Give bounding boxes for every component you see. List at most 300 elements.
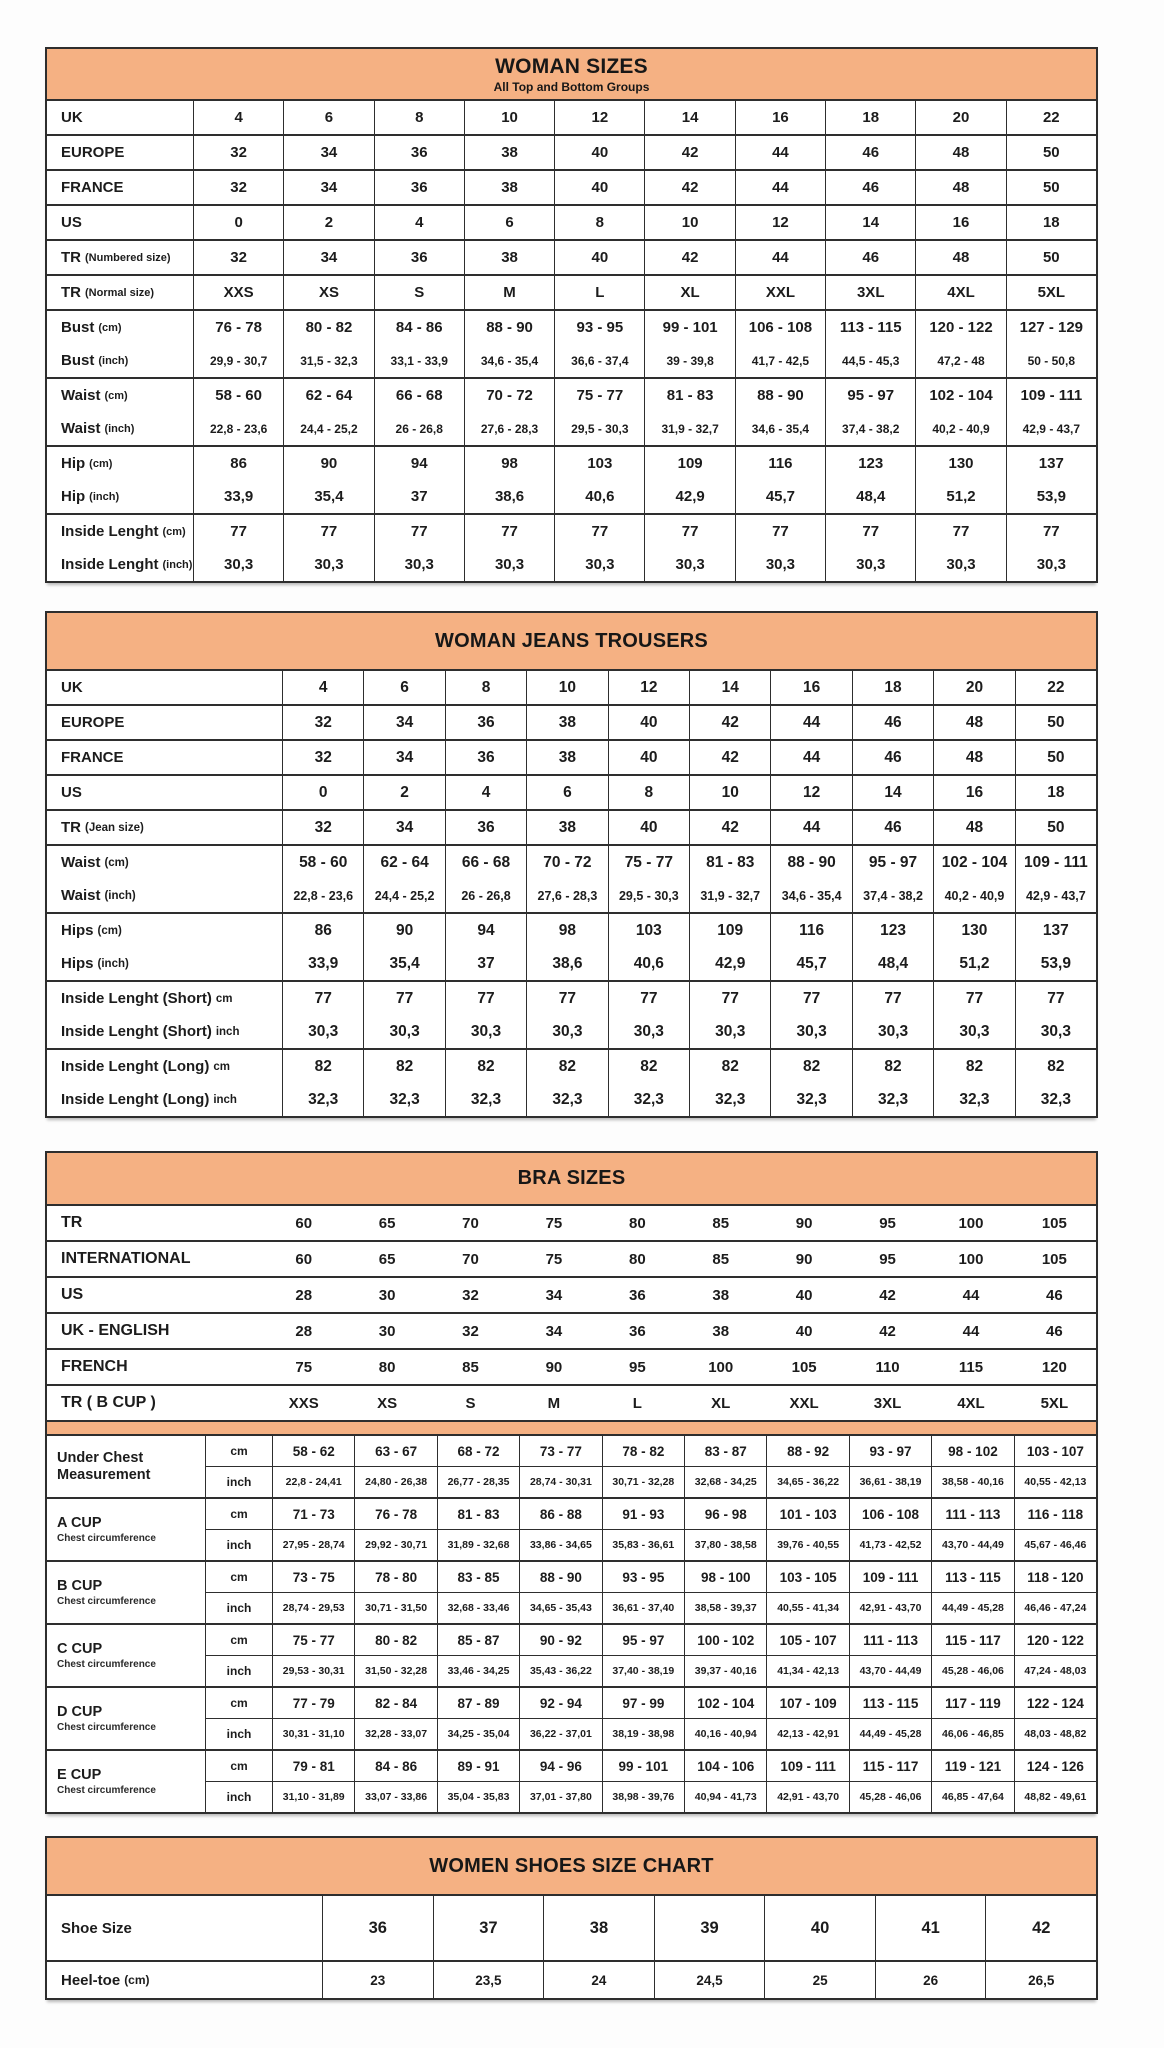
value-cell: 31,9 - 32,7: [689, 879, 770, 912]
value-cell: 33,9: [193, 480, 283, 513]
row-label: [47, 776, 282, 809]
table-row: [205, 1625, 1096, 1655]
value-cell: 117 - 119: [931, 1688, 1013, 1718]
row-group: [47, 1960, 1096, 1998]
row-group: [47, 1312, 1096, 1348]
value-cell: 130: [933, 914, 1014, 947]
value-cell: 37,01 - 37,80: [519, 1782, 601, 1812]
value-cell: 44,5 - 45,3: [825, 344, 915, 377]
value-cell: 41,73 - 42,52: [849, 1530, 931, 1560]
value-cell: 18: [852, 671, 933, 704]
value-cell: 50 - 50,8: [1006, 344, 1096, 377]
value-cell: 93 - 97: [849, 1436, 931, 1466]
table-row: [47, 515, 1096, 548]
row-label: [47, 879, 282, 912]
value-cell: 20: [933, 671, 1014, 704]
value-cell: 42: [985, 1896, 1096, 1960]
row-label-text: US: [61, 784, 82, 801]
value-cell: 4XL: [957, 1394, 985, 1412]
value-cell: 30,3: [1006, 548, 1096, 581]
table-title: WOMAN SIZES: [495, 54, 648, 78]
value-cell: 42,9 - 43,7: [1015, 879, 1096, 912]
value-cell: 32: [282, 706, 363, 739]
value-cell: 32,68 - 33,46: [437, 1593, 519, 1623]
row-label-text: Shoe Size: [61, 1919, 132, 1937]
cup-sublabel: Chest circumference: [57, 1532, 156, 1544]
row-label: [47, 671, 282, 704]
value-cell: 60: [295, 1214, 313, 1232]
value-cell: 38: [543, 1896, 654, 1960]
value-cell: 30,3: [282, 1015, 363, 1048]
value-cell: 44: [770, 706, 851, 739]
value-cell: XXS: [193, 276, 283, 309]
value-cell: 25: [764, 1962, 875, 1998]
row-label-small: (inch): [98, 354, 129, 367]
cup-name: Under Chest Measurement: [57, 1449, 151, 1483]
value-cell: 32,3: [933, 1083, 1014, 1116]
row-label-text: Hip: [61, 488, 86, 505]
value-cell: 34: [545, 1286, 563, 1304]
value-cell: 30,3: [933, 1015, 1014, 1048]
woman-jeans-header: [47, 613, 1096, 671]
value-cell: 82: [526, 1050, 607, 1083]
row-group: [47, 809, 1096, 844]
value-cell: 40: [795, 1322, 813, 1340]
value-cell: 44: [770, 811, 851, 844]
row-label-small: inch: [215, 1025, 240, 1038]
value-cell: 6: [464, 206, 554, 239]
value-cell: 39,37 - 40,16: [684, 1656, 766, 1686]
value-cell: 12: [770, 776, 851, 809]
value-cell: 34: [283, 136, 373, 169]
row-label-text: FRENCH: [61, 1358, 128, 1375]
value-cell: 95: [628, 1358, 646, 1376]
value-cell: 36: [374, 136, 464, 169]
row-group: [47, 1384, 1096, 1420]
value-cell: 75 - 77: [608, 846, 689, 879]
value-cell: 38,58 - 40,16: [931, 1467, 1013, 1497]
value-cell: 77: [735, 515, 825, 548]
value-cell: 105: [1041, 1250, 1067, 1268]
value-cell: 29,5 - 30,3: [554, 412, 644, 445]
women-shoes-rows: [47, 1896, 1096, 1998]
unit-cell: inch: [205, 1782, 272, 1812]
value-cell: 28,74 - 29,53: [272, 1593, 354, 1623]
unit-cell: inch: [205, 1467, 272, 1497]
row-label-text: TR ( B CUP ): [61, 1394, 156, 1411]
value-cell: 77: [1015, 982, 1096, 1015]
value-cell: 42,9 - 43,7: [1006, 412, 1096, 445]
value-cell: 82: [445, 1050, 526, 1083]
value-cell: 50: [1006, 171, 1096, 204]
cup-name: B CUP: [57, 1578, 103, 1595]
value-cell: 106 - 108: [735, 311, 825, 344]
value-cell: XL: [644, 276, 734, 309]
value-cell: 32: [193, 171, 283, 204]
row-label-text: Inside Lenght (Short): [61, 1023, 212, 1040]
value-cell: 12: [735, 206, 825, 239]
value-cell: 75 - 77: [554, 379, 644, 412]
value-cell: 70 - 72: [464, 379, 554, 412]
value-cell: 35,4: [283, 480, 373, 513]
value-cell: 42: [879, 1286, 896, 1304]
value-cell: 116: [770, 914, 851, 947]
value-cell: 110: [875, 1358, 900, 1376]
value-cell: 42: [879, 1322, 896, 1340]
value-cell: 32: [193, 136, 283, 169]
value-cell: 40: [608, 706, 689, 739]
row-label-text: TR: [61, 1214, 83, 1231]
row-label: [47, 1206, 262, 1240]
value-cell: 58 - 62: [272, 1436, 354, 1466]
value-cell: 82: [770, 1050, 851, 1083]
value-cell: 30,31 - 31,10: [272, 1719, 354, 1749]
bra-section-divider: [47, 1420, 1096, 1436]
value-cell: 31,9 - 32,7: [644, 412, 734, 445]
value-cell: 75 - 77: [272, 1625, 354, 1655]
table-row: [47, 741, 1096, 774]
value-cell: 24: [543, 1962, 654, 1998]
row-label-text: INTERNATIONAL: [61, 1250, 191, 1267]
value-cell: 26,77 - 28,35: [437, 1467, 519, 1497]
row-label: [47, 344, 193, 377]
row-label: [47, 706, 282, 739]
value-cell: 105: [1041, 1214, 1067, 1232]
row-label: [47, 515, 193, 548]
row-group: [47, 134, 1096, 169]
row-label-small: (cm): [124, 1973, 150, 1987]
value-cell: 77: [374, 515, 464, 548]
value-cell: 24,4 - 25,2: [283, 412, 373, 445]
value-cell: 46: [825, 171, 915, 204]
row-label-small: (cm): [104, 389, 128, 402]
row-label-small: (inch): [97, 957, 129, 970]
unit-cell: inch: [205, 1719, 272, 1749]
value-cell: 34,6 - 35,4: [735, 412, 825, 445]
row-label: [47, 914, 282, 947]
value-cell: 80 - 82: [283, 311, 373, 344]
value-cell: 22,8 - 24,41: [272, 1467, 354, 1497]
value-cell: 30,3: [770, 1015, 851, 1048]
value-cell: 32,3: [1015, 1083, 1096, 1116]
value-cell: 36: [445, 741, 526, 774]
value-cell: 113 - 115: [931, 1562, 1013, 1592]
value-cell: 85 - 87: [437, 1625, 519, 1655]
value-cell: 40: [554, 171, 644, 204]
value-cell: 109 - 111: [1015, 846, 1096, 879]
value-cell: 77: [554, 515, 644, 548]
value-cell: 30,3: [283, 548, 373, 581]
value-cell: 44: [735, 136, 825, 169]
row-label-small: (inch): [162, 558, 193, 571]
woman-sizes-table: [45, 47, 1098, 583]
table-row: [47, 1386, 1096, 1420]
value-cell: M: [547, 1394, 561, 1412]
value-cell: 47,2 - 48: [915, 344, 1005, 377]
value-cell: 87 - 89: [437, 1688, 519, 1718]
value-cell: 32: [282, 811, 363, 844]
value-cell: 36,61 - 38,19: [849, 1467, 931, 1497]
value-cell: 66 - 68: [374, 379, 464, 412]
value-cell: 41,7 - 42,5: [735, 344, 825, 377]
cup-rows: [205, 1751, 1096, 1812]
value-cell: 30,3: [464, 548, 554, 581]
value-cell: 44,49 - 45,28: [931, 1593, 1013, 1623]
value-cell: 32: [462, 1286, 479, 1304]
value-cell: 124 - 126: [1014, 1751, 1096, 1781]
cup-sublabel: Chest circumference: [57, 1658, 156, 1670]
value-cell: 83 - 87: [684, 1436, 766, 1466]
value-cell: 41,34 - 42,13: [766, 1656, 848, 1686]
table-row: [47, 1015, 1096, 1048]
row-label: [47, 1962, 322, 1998]
value-cell: 77: [363, 982, 444, 1015]
value-cell: 62 - 64: [283, 379, 373, 412]
value-cell: 107 - 109: [766, 1688, 848, 1718]
row-label-text: TR: [61, 249, 81, 266]
value-cell: 30,3: [608, 1015, 689, 1048]
row-label: [47, 741, 282, 774]
value-cell: 105 - 107: [766, 1625, 848, 1655]
row-group: [47, 1276, 1096, 1312]
row-group: [47, 239, 1096, 274]
value-cell: 82 - 84: [354, 1688, 436, 1718]
value-cell: 32: [282, 741, 363, 774]
row-label-small: (inch): [89, 490, 120, 503]
value-cell: 38,98 - 39,76: [602, 1782, 684, 1812]
value-cell: 46: [852, 706, 933, 739]
value-cell: 73 - 77: [519, 1436, 601, 1466]
value-cell: 38: [464, 171, 554, 204]
woman-jeans-rows: [47, 671, 1096, 1116]
value-cell: 102 - 104: [933, 846, 1014, 879]
table-row: [47, 1314, 1096, 1348]
value-cell: 37,80 - 38,58: [684, 1530, 766, 1560]
table-title: BRA SIZES: [517, 1167, 626, 1189]
value-cell: 30: [378, 1286, 396, 1304]
value-cell: 111 - 113: [849, 1625, 931, 1655]
value-cell: 34: [363, 741, 444, 774]
row-group: [47, 204, 1096, 239]
value-cell: 32,3: [689, 1083, 770, 1116]
row-group: [47, 274, 1096, 309]
value-cell: 120 - 122: [915, 311, 1005, 344]
value-cell: 42,9: [644, 480, 734, 513]
value-cell: 30,3: [554, 548, 644, 581]
unit-cell: cm: [205, 1562, 272, 1592]
table-row: [47, 914, 1096, 947]
value-cell: 91 - 93: [602, 1499, 684, 1529]
value-cell: 46,85 - 47,64: [931, 1782, 1013, 1812]
value-cell: 47,24 - 48,03: [1014, 1656, 1096, 1686]
value-cell: 36: [374, 241, 464, 274]
value-cell: 26,5: [985, 1962, 1096, 1998]
value-cell: 68 - 72: [437, 1436, 519, 1466]
value-cell: 34: [363, 706, 444, 739]
table-row: [205, 1751, 1096, 1781]
row-label-small: inch: [213, 1093, 237, 1106]
value-cell: 46: [825, 136, 915, 169]
value-cell: 33,9: [282, 947, 363, 980]
value-cell: 85: [462, 1358, 479, 1376]
row-label: [47, 982, 282, 1015]
value-cell: 38: [464, 136, 554, 169]
row-label-text: Bust: [61, 352, 95, 369]
value-cell: 30,3: [445, 1015, 526, 1048]
value-cell: 82: [852, 1050, 933, 1083]
value-cell: L: [632, 1394, 642, 1412]
row-label: [47, 1278, 262, 1312]
cup-label: [47, 1499, 205, 1560]
value-cell: XXS: [288, 1394, 319, 1412]
value-cell: 27,6 - 28,3: [526, 879, 607, 912]
value-cell: 36: [628, 1322, 646, 1340]
value-cell: 80 - 82: [354, 1625, 436, 1655]
value-cell: 32,3: [608, 1083, 689, 1116]
table-row: [205, 1592, 1096, 1623]
value-cell: 27,95 - 28,74: [272, 1530, 354, 1560]
value-cell: 109: [689, 914, 770, 947]
table-title: WOMEN SHOES SIZE CHART: [429, 1854, 714, 1877]
value-cell: 14: [852, 776, 933, 809]
row-label-text: Inside Lenght (Long): [61, 1091, 210, 1108]
row-label: [47, 1050, 282, 1083]
value-cell: 90: [283, 447, 373, 480]
row-label: [47, 1896, 322, 1960]
unit-cell: inch: [205, 1656, 272, 1686]
value-cell: 5XL: [1040, 1394, 1069, 1412]
value-cell: 32,28 - 33,07: [354, 1719, 436, 1749]
table-title: WOMAN JEANS TROUSERS: [435, 629, 708, 652]
value-cell: 58 - 60: [282, 846, 363, 879]
value-cell: 46: [1046, 1322, 1063, 1340]
row-label-text: Waist: [61, 387, 101, 404]
row-label-text: Waist: [61, 887, 101, 904]
value-cell: 23,5: [433, 1962, 544, 1998]
value-cell: 31,10 - 31,89: [272, 1782, 354, 1812]
value-cell: 36,22 - 37,01: [519, 1719, 601, 1749]
value-cell: 70 - 72: [526, 846, 607, 879]
row-label-small: (cm): [98, 321, 122, 334]
row-group: [47, 671, 1096, 704]
value-cell: 0: [282, 776, 363, 809]
value-cell: 50: [1015, 741, 1096, 774]
value-cell: 101 - 103: [766, 1499, 848, 1529]
value-cell: 38: [464, 241, 554, 274]
table-row: [47, 276, 1096, 309]
table-row: [47, 171, 1096, 204]
value-cell: L: [554, 276, 644, 309]
value-cell: 53,9: [1006, 480, 1096, 513]
value-cell: 5XL: [1006, 276, 1096, 309]
row-label-text: UK: [61, 109, 83, 126]
value-cell: 37: [374, 480, 464, 513]
value-cell: 6: [526, 776, 607, 809]
value-cell: 30,71 - 32,28: [602, 1467, 684, 1497]
value-cell: 93 - 95: [602, 1562, 684, 1592]
value-cell: 23: [322, 1962, 433, 1998]
value-cell: 36: [628, 1286, 646, 1304]
row-group: [47, 1240, 1096, 1276]
value-cell: 14: [689, 671, 770, 704]
value-cell: 34,65 - 35,43: [519, 1593, 601, 1623]
table-row: [47, 1206, 1096, 1240]
row-label: [47, 311, 193, 344]
value-cell: 45,67 - 46,46: [1014, 1530, 1096, 1560]
value-cell: 77: [770, 982, 851, 1015]
row-label: [47, 276, 193, 309]
value-cell: 31,89 - 32,68: [437, 1530, 519, 1560]
value-cell: 48,4: [825, 480, 915, 513]
table-subtitle: All Top and Bottom Groups: [493, 79, 650, 94]
value-cell: 34,6 - 35,4: [464, 344, 554, 377]
value-cell: 38: [526, 811, 607, 844]
table-row: [205, 1436, 1096, 1466]
value-cell: 41: [875, 1896, 986, 1960]
value-cell: 77: [526, 982, 607, 1015]
table-row: [47, 206, 1096, 239]
value-cell: 40,16 - 40,94: [684, 1719, 766, 1749]
value-cell: 118 - 120: [1014, 1562, 1096, 1592]
value-cell: 24,5: [654, 1962, 765, 1998]
value-cell: 90 - 92: [519, 1625, 601, 1655]
value-cell: 10: [644, 206, 734, 239]
cup-group: [47, 1497, 1096, 1560]
row-label: [47, 846, 282, 879]
value-cell: 103 - 105: [766, 1562, 848, 1592]
table-row: [47, 947, 1096, 980]
value-cell: 28: [295, 1322, 313, 1340]
value-cell: 88 - 90: [519, 1562, 601, 1592]
value-cell: 80: [628, 1214, 646, 1232]
value-cell: 35,83 - 36,61: [602, 1530, 684, 1560]
value-cell: 40: [795, 1286, 813, 1304]
value-cell: 33,86 - 34,65: [519, 1530, 601, 1560]
value-cell: 30,3: [735, 548, 825, 581]
table-row: [205, 1688, 1096, 1718]
row-label-text: Heel-toe: [61, 1971, 121, 1989]
value-cell: 37,4 - 38,2: [852, 879, 933, 912]
value-cell: 86: [193, 447, 283, 480]
value-cell: 20: [915, 101, 1005, 134]
value-cell: 94 - 96: [519, 1751, 601, 1781]
value-cell: 40: [608, 811, 689, 844]
value-cell: 103: [608, 914, 689, 947]
value-cell: 14: [644, 101, 734, 134]
table-row: [47, 776, 1096, 809]
value-cell: 77: [608, 982, 689, 1015]
table-row: [47, 1962, 1096, 1998]
value-cell: 30,3: [526, 1015, 607, 1048]
value-cell: 51,2: [933, 947, 1014, 980]
value-cell: 27,6 - 28,3: [464, 412, 554, 445]
value-cell: 92 - 94: [519, 1688, 601, 1718]
value-cell: 73 - 75: [272, 1562, 354, 1592]
value-cell: 123: [852, 914, 933, 947]
value-cell: 40: [608, 741, 689, 774]
value-cell: 48: [933, 741, 1014, 774]
value-cell: 30,3: [689, 1015, 770, 1048]
row-label-text: UK: [61, 679, 83, 696]
value-cell: 12: [608, 671, 689, 704]
row-label-text: Waist: [61, 420, 101, 437]
value-cell: 98: [464, 447, 554, 480]
table-row: [47, 241, 1096, 274]
content-wrap: [45, 0, 1098, 2000]
value-cell: 28,74 - 30,31: [519, 1467, 601, 1497]
value-cell: 43,70 - 44,49: [931, 1530, 1013, 1560]
value-cell: 30,3: [374, 548, 464, 581]
